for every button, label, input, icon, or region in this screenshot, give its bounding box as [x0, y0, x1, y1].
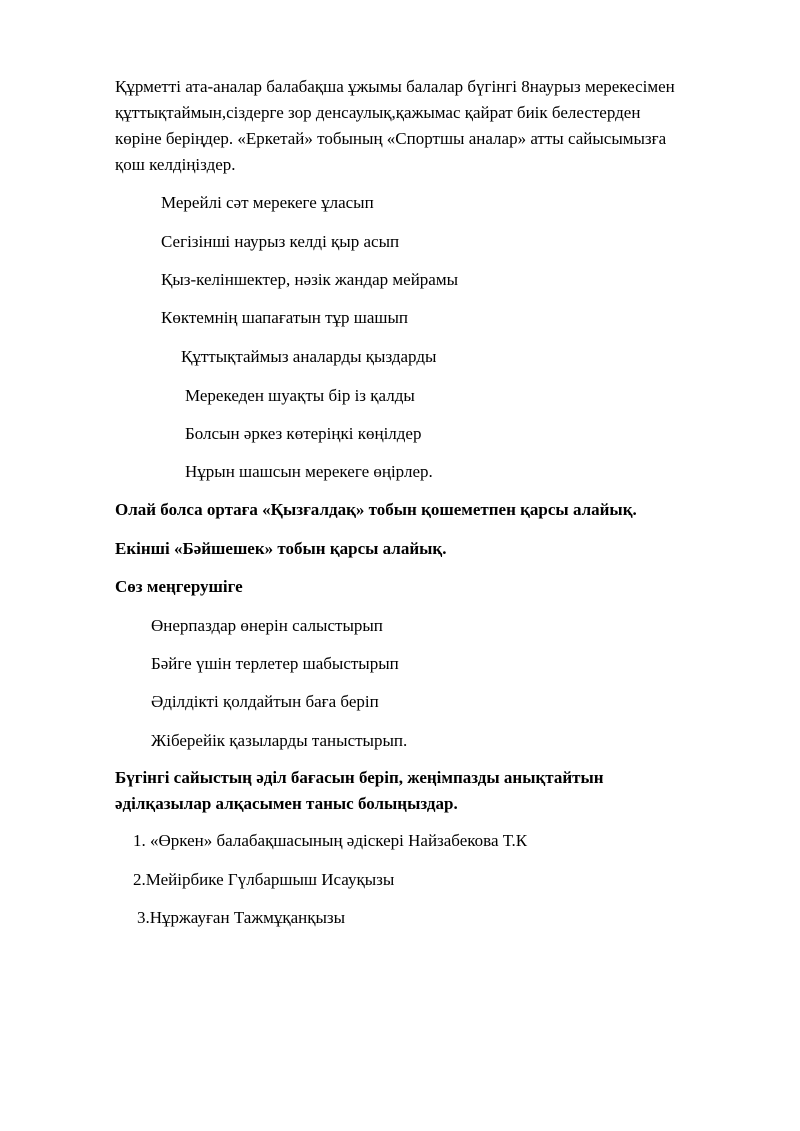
announcement-director: Сөз меңгерушіге: [115, 577, 243, 596]
poem1-line-6: Мерекеден шуақты бір із қалды: [185, 386, 415, 405]
jury-member-1: 1. «Өркен» балабақшасының әдіскері Найзабекова Т.К: [133, 831, 528, 850]
poem2-line-1: Өнерпаздар өнерін салыстырып: [151, 616, 383, 635]
intro-line-3: көріне беріңдер. «Еркетай» тобының «Спортшы аналар» атты сайысымызға: [115, 129, 667, 148]
poem1-line-4: Көктемнің шапағатын тұр шашып: [161, 308, 409, 327]
poem2-line-4: Жіберейік қазыларды таныстырып.: [151, 731, 408, 750]
poem1-line-2: Сегізінші наурыз келді қыр асып: [161, 232, 400, 251]
announcement-kyzgaldak: Олай болса ортаға «Қызғалдақ» тобын қошеметпен қарсы алайық.: [115, 500, 637, 519]
poem2-line-2: Бәйге үшін терлетер шабыстырып: [151, 654, 399, 673]
jury-intro-line-1: Бүгінгі сайыстың әділ бағасын беріп, жеңімпазды анықтайтын: [115, 768, 604, 787]
announcement-baisheshek: Екінші «Бәйшешек» тобын қарсы алайық.: [115, 539, 447, 558]
intro-line-1: Құрметті ата-аналар балабақша ұжымы балалар бүгінгі 8наурыз мерекесімен: [115, 77, 675, 96]
intro-line-4: қош келдіңіздер.: [115, 155, 236, 174]
poem2-line-3: Әділдікті қолдайтын баға беріп: [151, 692, 379, 711]
jury-member-3: 3.Нұржауған Тажмұқанқызы: [137, 908, 346, 927]
intro-line-2: құттықтаймын,сіздерге зор денсаулық,қажымас қайрат биік белестерден: [115, 103, 641, 122]
jury-intro-line-2: әділқазылар алқасымен таныс болыңыздар.: [115, 794, 458, 813]
poem1-line-5: Құттықтаймыз аналарды қыздарды: [181, 347, 437, 366]
jury-member-2: 2.Мейірбике Гүлбаршыш Исауқызы: [133, 870, 395, 889]
poem1-line-7: Болсын әркез көтеріңкі көңілдер: [185, 424, 422, 443]
poem1-line-1: Мерейлі сәт мерекеге ұласып: [161, 193, 374, 212]
poem1-line-8: Нұрын шашсын мерекеге өңірлер.: [185, 462, 433, 481]
poem1-line-3: Қыз-келіншектер, нәзік жандар мейрамы: [161, 270, 459, 289]
